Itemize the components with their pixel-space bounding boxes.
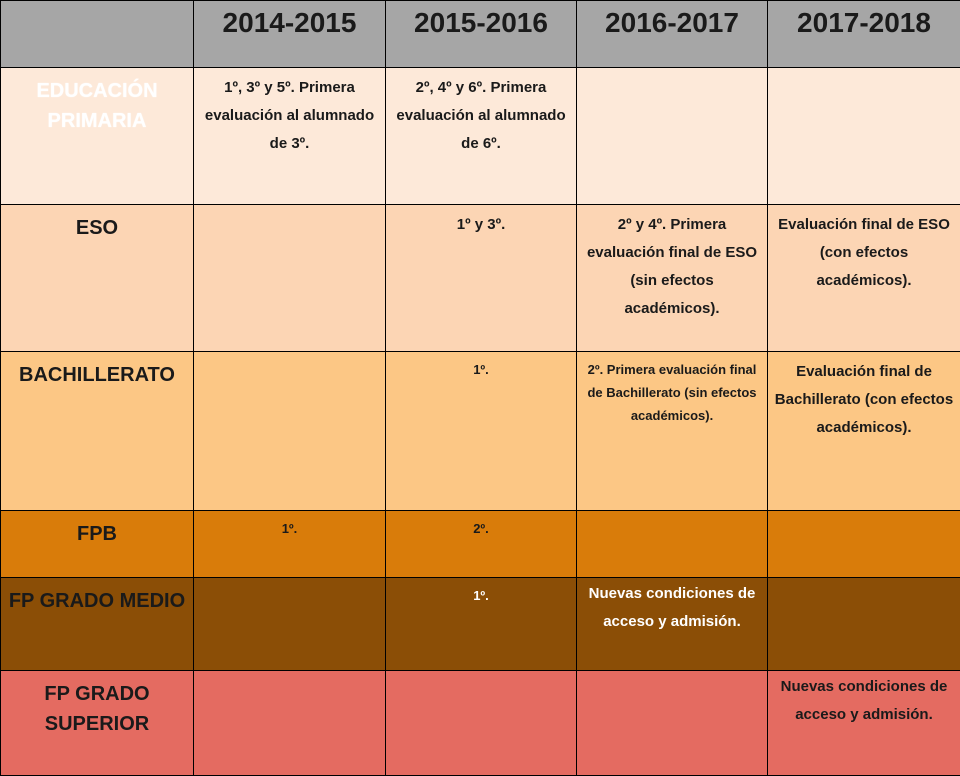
row-bachillerato (1, 352, 960, 511)
cell-fp-superior-2014 (194, 671, 386, 776)
cell-bachillerato-2016: 2º. Primera evaluación final de Bachillerato (sin efectos académicos). (577, 352, 768, 511)
cell-bachillerato-2015: 1º. (386, 352, 577, 511)
row-fpb (1, 511, 960, 578)
row-fp-grado-medio (1, 578, 960, 671)
cell-fp-superior-2017: Nuevas condiciones de acceso y admisión. (768, 671, 960, 776)
cell-bachillerato-2017: Evaluación final de Bachillerato (con efectos académicos). (768, 352, 960, 511)
row-label-eso: ESO (1, 205, 194, 352)
cell-fpb-2014: 1º. (194, 511, 386, 578)
row-fp-grado-superior (1, 671, 960, 776)
cell-fpb-2016 (577, 511, 768, 578)
cell-bachillerato-2014 (194, 352, 386, 511)
cell-fpb-2017 (768, 511, 960, 578)
row-educacion-primaria (1, 68, 960, 205)
cell-fpb-2015: 2º. (386, 511, 577, 578)
row-label-fp-superior: FP GRADO SUPERIOR (1, 671, 194, 776)
cell-fp-superior-2015 (386, 671, 577, 776)
header-year-2: 2015-2016 (386, 1, 577, 68)
cell-primaria-2016 (577, 68, 768, 205)
cell-eso-2017: Evaluación final de ESO (con efectos académicos). (768, 205, 960, 352)
row-label-bachillerato: BACHILLERATO (1, 352, 194, 511)
cell-fp-medio-2016: Nuevas condiciones de acceso y admisión. (577, 578, 768, 671)
cell-eso-2014 (194, 205, 386, 352)
cell-primaria-2015: 2º, 4º y 6º. Primera evaluación al alumnado de 6º. (386, 68, 577, 205)
header-year-4: 2017-2018 (768, 1, 960, 68)
row-label-fp-medio: FP GRADO MEDIO (1, 578, 194, 671)
cell-primaria-2014: 1º, 3º y 5º. Primera evaluación al alumnado de 3º. (194, 68, 386, 205)
cell-fp-superior-2016 (577, 671, 768, 776)
cell-fp-medio-2017 (768, 578, 960, 671)
header-corner-cell (1, 1, 194, 68)
row-label-primaria: EDUCACIÓN PRIMARIA (1, 68, 194, 205)
header-year-1: 2014-2015 (194, 1, 386, 68)
header-year-3: 2016-2017 (577, 1, 768, 68)
header-row (1, 1, 960, 68)
cell-eso-2016: 2º y 4º. Primera evaluación final de ESO (sin efectos académicos). (577, 205, 768, 352)
row-eso (1, 205, 960, 352)
cell-fp-medio-2015: 1º. (386, 578, 577, 671)
cell-eso-2015: 1º y 3º. (386, 205, 577, 352)
cell-primaria-2017 (768, 68, 960, 205)
cell-fp-medio-2014 (194, 578, 386, 671)
row-label-fpb: FPB (1, 511, 194, 578)
